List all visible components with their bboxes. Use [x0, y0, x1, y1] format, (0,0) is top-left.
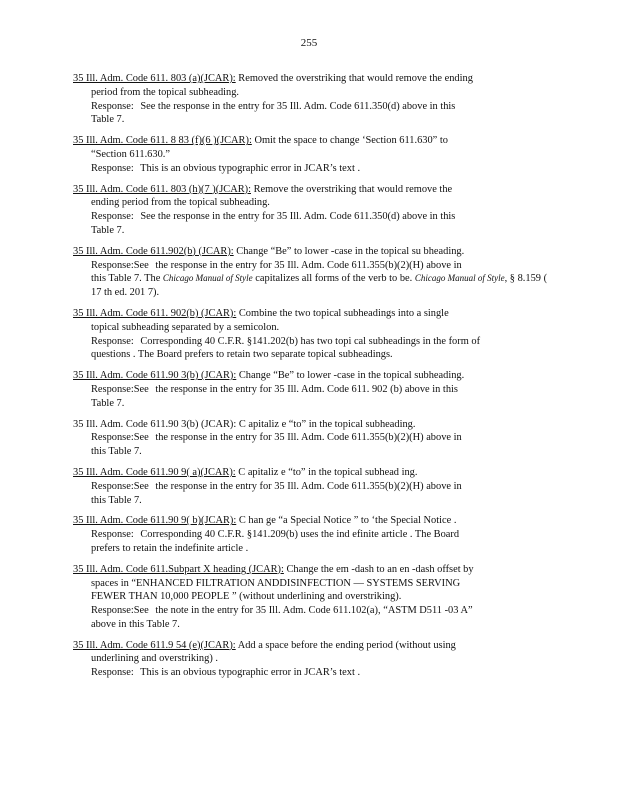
entry-comment-cont: topical subheading separated by a semicolon.: [91, 321, 280, 333]
entry-citation: 35 Ill. Adm. Code 611.90 3(b) (JCAR):: [73, 418, 237, 430]
entry-comment-cont: spaces in “ENHANCED FILTRATION ANDDISINFECTION — SYSTEMS SERVING: [91, 577, 461, 589]
entry-comment: 35 Ill. Adm. Code 611.9 54 (e)(JCAR): Add a space before the ending period (without using: [73, 639, 456, 651]
list-item: [73, 183, 548, 238]
entry-citation: 35 Ill. Adm. Code 611.Subpart X heading (JCAR):: [73, 563, 284, 575]
entry-citation: 35 Ill. Adm. Code 611. 803 (a)(JCAR):: [73, 73, 236, 84]
entry-response-cont: questions . The Board prefers to retain two separate topical subheadings.: [91, 349, 393, 361]
list-item: [73, 514, 548, 555]
entry-comment: 35 Ill. Adm. Code 611. 803 (h)(7 )(JCAR): Remove the overstriking that would remove the: [73, 183, 453, 195]
entry-citation: 35 Ill. Adm. Code 611. 8 83 (f)(6 )(JCAR):: [73, 135, 252, 147]
entry-comment-cont: FEWER THAN 10,000 PEOPLE ” (without underlining and overstriking).: [91, 591, 402, 603]
entry-response: Response: See the response in the entry for 35 Ill. Adm. Code 611.350(d) above in this: [91, 211, 456, 223]
entry-response: Response: This is an obvious typographic error in JCAR’s text .: [91, 667, 361, 679]
entry-response-cont: this Table 7.: [91, 446, 142, 458]
list-item: [73, 307, 548, 362]
entry-response: Response:See the response in the entry for 35 Ill. Adm. Code 611.355(b)(2)(H) above in: [91, 480, 462, 492]
entry-comment-cont: underlining and overstriking) .: [91, 653, 218, 665]
entry-response-cont: this Table 7.: [91, 494, 142, 506]
entry-response-cont: Table 7.: [91, 114, 125, 126]
comment-table: [73, 72, 548, 687]
entry-response: Response:See the note in the entry for 35 Ill. Adm. Code 611.102(a), “ASTM D511 -03 A”: [91, 605, 473, 617]
entry-comment: 35 Ill. Adm. Code 611.90 3(b) (JCAR): Change “Be” to lower -case in the topical subheading.: [73, 370, 465, 382]
list-item: [73, 639, 548, 680]
list-item: [73, 466, 548, 507]
entry-comment: 35 Ill. Adm. Code 611.902(b) (JCAR): Change “Be” to lower -case in the topical su bheading.: [73, 245, 465, 257]
entry-comment: 35 Ill. Adm. Code 611. 8 83 (f)(6 )(JCAR): Omit the space to change ‘Section 611.630” to: [73, 135, 448, 147]
entry-citation: 35 Ill. Adm. Code 611. 902(b) (JCAR):: [73, 307, 237, 319]
entry-response: Response: See the response in the entry for 35 Ill. Adm. Code 611.350(d) above in this: [91, 100, 456, 112]
entry-response-cont: above in this Table 7.: [91, 618, 180, 630]
entry-response: Response:See the response in the entry for 35 Ill. Adm. Code 611.355(b)(2)(H) above in: [91, 259, 462, 271]
entry-response: Response: This is an obvious typographic error in JCAR’s text .: [91, 162, 361, 174]
entry-citation: 35 Ill. Adm. Code 611.9 54 (e)(JCAR):: [73, 639, 236, 651]
entry-comment: 35 Ill. Adm. Code 611. 803 (a)(JCAR): Removed the overstriking that would remove the ending: [73, 73, 473, 84]
entry-comment: 35 Ill. Adm. Code 611.90 9( b)(JCAR): C han ge “a Special Notice ” to ‘the Special Notice .: [73, 515, 457, 527]
entry-citation: 35 Ill. Adm. Code 611.90 9( a)(JCAR):: [73, 466, 236, 478]
entry-citation: 35 Ill. Adm. Code 611. 803 (h)(7 )(JCAR):: [73, 183, 251, 195]
entry-citation: 35 Ill. Adm. Code 611.90 9( b)(JCAR):: [73, 515, 237, 527]
entry-comment: 35 Ill. Adm. Code 611.90 9( a)(JCAR): C apitaliz e “to” in the topical subhead ing.: [73, 466, 418, 478]
entry-response: Response:See the response in the entry for 35 Ill. Adm. Code 611. 902 (b) above in this: [91, 383, 458, 395]
page-number: 255: [300, 37, 318, 49]
entry-response-cont: prefers to retain the indefinite article .: [91, 542, 249, 554]
entry-comment-cont: period from the topical subheading.: [91, 86, 240, 98]
list-item: [73, 563, 548, 632]
entry-comment: 35 Ill. Adm. Code 611.Subpart X heading (JCAR): Change the em -dash to an en -dash offset by: [73, 563, 474, 575]
entry-response: Response: Corresponding 40 C.F.R. §141.202(b) has two topi cal subheadings in the form of: [91, 335, 481, 347]
entry-comment: 35 Ill. Adm. Code 611. 902(b) (JCAR): Combine the two topical subheadings into a single: [73, 307, 449, 319]
italic-title: Chicago Manual of Style: [162, 273, 253, 284]
entry-response-cont: Table 7.: [91, 224, 125, 236]
list-item: [73, 369, 548, 410]
list-item: [73, 418, 548, 459]
entry-comment-cont: ending period from the topical subheading.: [91, 197, 270, 209]
italic-title: Chicago Manual of Style: [414, 273, 505, 284]
entry-response: Response:See the response in the entry for 35 Ill. Adm. Code 611.355(b)(2)(H) above in: [91, 432, 462, 444]
entry-comment: 35 Ill. Adm. Code 611.90 3(b) (JCAR): C apitaliz e “to” in the topical subheading.: [73, 418, 416, 430]
list-item: [73, 72, 548, 127]
entry-comment-cont: “Section 611.630.”: [91, 148, 170, 160]
entry-response: Response: Corresponding 40 C.F.R. §141.209(b) uses the ind efinite article . The Board: [91, 529, 460, 541]
list-item: [73, 245, 548, 300]
entry-response-cont: Table 7.: [91, 397, 125, 409]
entry-citation: 35 Ill. Adm. Code 611.90 3(b) (JCAR):: [73, 370, 237, 382]
list-item: [73, 134, 548, 175]
entry-response-cont: this Table 7. The Chicago Manual of Style capitalizes all forms of the verb to be. Chicago Manual of Style, § 8.159 ( 17 th ed. 201 7).: [91, 273, 548, 299]
entry-citation: 35 Ill. Adm. Code 611.902(b) (JCAR):: [73, 245, 234, 257]
